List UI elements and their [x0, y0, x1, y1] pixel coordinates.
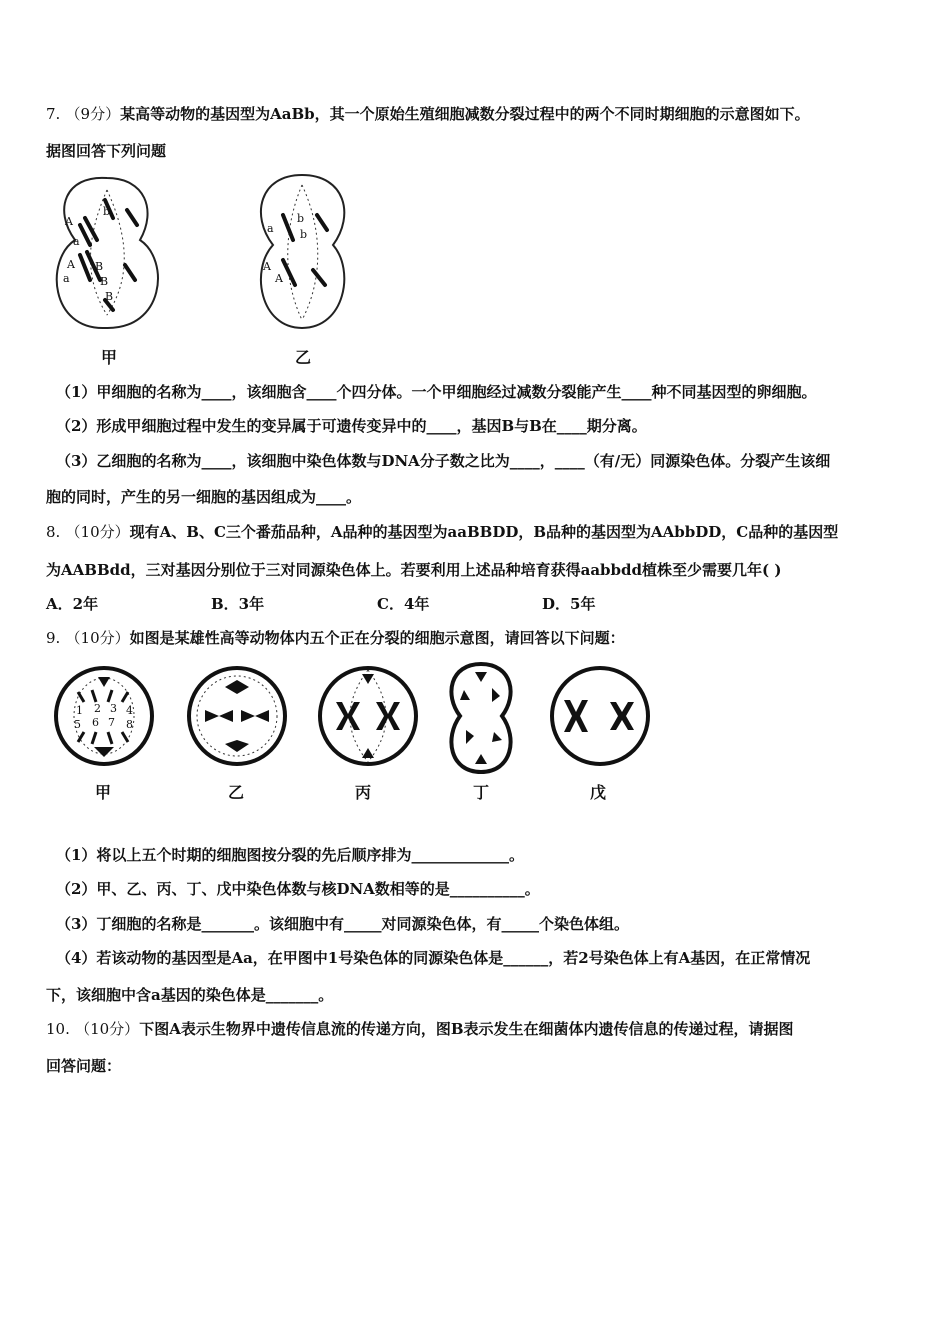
q10-stem-text: 下图A表示生物界中遗传信息流的传递方向，图B表示发生在细菌体内遗传信息的传递过程，请据图: [139, 1020, 794, 1038]
q9-figure-yi: [183, 662, 291, 770]
svg-text:b: b: [297, 212, 305, 225]
q9-chromosome-5: 5: [74, 718, 81, 731]
q7-sub3-line2: 胞的同时，产生的另一细胞的基因组成为____。: [46, 488, 362, 506]
q9-label-bing: 丙: [355, 783, 372, 802]
svg-text:a: a: [73, 235, 80, 248]
q9-sub3: （3）丁细胞的名称是_______。该细胞中有_____对同源染色体，有_____个染色体组。: [56, 915, 629, 933]
q9-sub4-line1: （4）若该动物的基因型是Aa，在甲图中1号染色体的同源染色体是______，若2号染色体上有A基因，在正常情况: [56, 949, 811, 967]
q8-option-d: D．5年: [542, 595, 596, 613]
q9-label-ding: 丁: [473, 783, 490, 802]
svg-text:A: A: [263, 260, 271, 273]
q9-label-wu: 戊: [590, 783, 607, 802]
q9-stem-text: 如图是某雄性高等动物体内五个正在分裂的细胞示意图，请回答以下问题：: [129, 629, 625, 647]
q9-figure-jia: [50, 662, 158, 770]
q8-option-a: A．2年: [46, 595, 99, 613]
q10-score: （10分）: [75, 1020, 140, 1038]
svg-text:b: b: [300, 228, 308, 241]
q9-chromosome-2: 2: [94, 702, 101, 715]
q9-chromosome-7: 7: [108, 716, 115, 729]
q7-figure-yi: [245, 170, 360, 335]
q9-chromosome-1: 1: [76, 704, 83, 717]
svg-text:A: A: [275, 272, 283, 285]
svg-text:B: B: [100, 275, 109, 288]
q7-figure-jia: [45, 170, 175, 335]
q10-stem-line1: [46, 1018, 794, 1039]
q9-sub1: （1）将以上五个时期的细胞图按分裂的先后顺序排为_____________。: [56, 846, 524, 864]
q7-stem-text: 某高等动物的基因型为AaBb，其一个原始生殖细胞减数分裂过程中的两个不同时期细胞的示意图如下。: [120, 105, 810, 123]
q7-score: （9分）: [65, 105, 121, 123]
q8-stem-line1: [46, 521, 838, 542]
q9-score: （10分）: [65, 629, 130, 647]
q9-chromosome-3: 3: [110, 702, 117, 715]
svg-text:B: B: [95, 260, 104, 273]
svg-text:A: A: [65, 215, 73, 228]
q7-sub3-line1: （3）乙细胞的名称为____，该细胞中染色体数与DNA分子数之比为____，____（有/无）同源染色体。分裂产生该细: [56, 452, 831, 470]
q9-figure-bing: [314, 662, 422, 770]
q9-figure-wu: [546, 662, 654, 770]
svg-text:a: a: [63, 272, 70, 285]
q9-label-jia: 甲: [95, 783, 112, 802]
q8-option-b: B．3年: [211, 595, 265, 613]
svg-text:A: A: [67, 258, 75, 271]
q7-stem-line2: 据图回答下列问题: [46, 142, 167, 160]
q10-stem-line2: 回答问题：: [46, 1057, 122, 1075]
q10-number: 10.: [46, 1020, 70, 1038]
q9-chromosome-8: 8: [126, 718, 133, 731]
q8-score: （10分）: [65, 523, 130, 541]
q9-stem: [46, 627, 625, 648]
q8-number: 8.: [46, 523, 61, 541]
q8-stem-text: 现有A、B、C三个番茄品种，A品种的基因型为aaBBDD，B品种的基因型为AAbbDD，C品种的基因型: [129, 523, 839, 541]
q8-stem-line2: 为AABBdd，三对基因分别位于三对同源染色体上。若要利用上述品种培育获得aabbdd植株至少需要几年( ): [46, 561, 782, 579]
q9-chromosome-4: 4: [126, 704, 133, 717]
q8-option-c: C．4年: [377, 595, 430, 613]
q7-label-jia: 甲: [101, 348, 118, 367]
q7-sub2: （2）形成甲细胞过程中发生的变异属于可遗传变异中的____，基因B与B在____期分离。: [56, 417, 647, 435]
q9-chromosome-6: 6: [92, 716, 99, 729]
svg-text:a: a: [267, 222, 274, 235]
q9-label-yi: 乙: [228, 783, 245, 802]
q9-sub4-line2: 下，该细胞中含a基因的染色体是_______。: [46, 986, 334, 1004]
svg-text:B: B: [105, 290, 114, 303]
q9-number: 9.: [46, 629, 61, 647]
q9-sub2: （2）甲、乙、丙、丁、戊中染色体数与核DNA数相等的是__________。: [56, 880, 540, 898]
q7-stem-line1: [46, 103, 810, 124]
q7-number: 7.: [46, 105, 61, 123]
svg-text:b: b: [103, 205, 111, 218]
q7-label-yi: 乙: [295, 348, 312, 367]
q7-sub1: （1）甲细胞的名称为____，该细胞含____个四分体。一个甲细胞经过减数分裂能产生____种不同基因型的卵细胞。: [56, 383, 817, 401]
q9-figure-ding: [440, 660, 522, 776]
